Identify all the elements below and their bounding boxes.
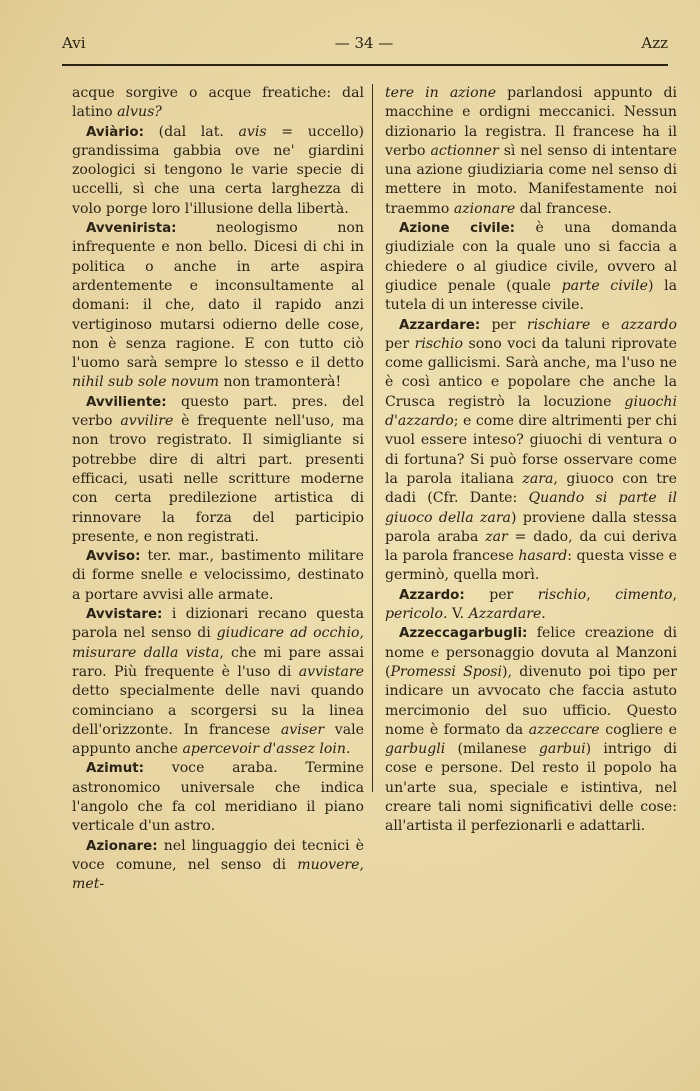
italic-text: cimento (615, 586, 673, 603)
italic-text: garbugli (385, 741, 446, 758)
body-text: acque sorgive o acque freatiche: dal latino (72, 85, 364, 121)
body-text: i dizionari recano questa parola nel senso di (72, 606, 364, 642)
header-left-guideword: Avi (62, 34, 86, 52)
italic-text: tere in azione (385, 85, 497, 101)
body-text: , che mi pare assai raro. Più frequente è l'uso di (72, 644, 364, 680)
italic-text: apercevoir d'assez loin. (182, 741, 351, 758)
dictionary-entry (385, 624, 677, 836)
body-text: felice creazione di nome e personaggio dovuta al Manzoni ( (385, 625, 677, 680)
body-text: detto specialmente delle navi quando cominciano a scorgersi su la linea dell'orizzonte. In francese (72, 683, 364, 738)
left-column (72, 84, 364, 894)
dictionary-entry (72, 123, 364, 219)
italic-text: azionare (453, 200, 516, 217)
italic-text: actionner (430, 142, 499, 159)
italic-text: giudicare ad occhio (216, 625, 360, 642)
body-text: non tramonterà! (218, 374, 342, 391)
italic-text: rischio (414, 335, 464, 352)
body-text: = dado, da cui deriva la parola francese (385, 528, 678, 565)
body-text: (milanese (445, 741, 539, 758)
dictionary-entry (72, 759, 364, 836)
body-text: (dal lat. (144, 123, 239, 140)
dictionary-entry (72, 393, 364, 547)
dictionary-entry (385, 316, 677, 586)
body-text: , (359, 856, 364, 873)
italic-text: azzeccare (528, 721, 600, 738)
header-right-guideword: Azz (641, 34, 668, 52)
dictionary-entry (72, 605, 364, 759)
italic-text: hasard (518, 548, 568, 565)
entry-headword: Aviàrio: (86, 124, 144, 140)
entry-headword: Azzeccagarbugli: (399, 626, 528, 642)
body-text: , giuoco con tre dadi (Cfr. Dante: (385, 470, 677, 507)
italic-text: muovere (297, 856, 360, 873)
italic-text: giuochi d'azzardo (385, 393, 677, 430)
italic-text: zar (485, 528, 508, 545)
body-text: . V. (442, 606, 469, 623)
italic-text: avvilire (120, 413, 174, 430)
body-text: dal francese. (515, 200, 612, 217)
column-divider (372, 84, 373, 792)
header-rule (62, 64, 668, 66)
body-text: , (586, 586, 616, 603)
dictionary-entry (72, 837, 364, 895)
continued-text (385, 84, 677, 219)
body-text: e (590, 316, 622, 333)
body-text: nel linguaggio dei tecnici è voce comune, nel senso di (72, 837, 364, 873)
dictionary-entry (385, 219, 677, 315)
body-text: sì nel senso di intentare una azione giudiziaria come nel senso di mettere in moto. Manifestamente noi traemmo (385, 142, 677, 217)
body-text: , (359, 625, 364, 642)
body-text: è frequente nell'uso, ma non trovo registrato. Il simigliante si potrebbe dire di altri part. presenti efficaci, usati nelle scritture moderne con certa predilezione artistica di rinnovare la forza del participio presente, e non registrati. (72, 413, 364, 545)
body-text: = uccello) grandissima gabbia ove ne' giardini zoologici si tengono le varie specie di uccelli, sì che una certa larghezza di volo porge loro l'illusione della libertà. (72, 123, 364, 217)
body-text: voce araba. Termine astronomico universale che indica l'angolo che fa col meridiano il piano verticale d'un astro. (72, 760, 364, 835)
italic-text: misurare dalla vista (72, 644, 220, 661)
italic-text: rischiare (526, 316, 591, 333)
italic-text: azzardo (621, 316, 677, 333)
italic-text: met- (72, 876, 105, 893)
entry-headword: Azzardare: (399, 317, 481, 333)
entry-headword: Avvistare: (86, 607, 163, 623)
body-text: sono voci da taluni riprovate come gallicismi. Sarà anche, ma l'uso ne è così antico e popolare che anche la Crusca registrò la locuzione (385, 335, 677, 410)
body-text: vale appunto anche (72, 721, 364, 758)
body-text: neologismo non infrequente e non bello. Dicesi di chi in politica o anche in arte aspira ardentemente e inconsultamente al domani: il che, dato il rapido anzi vertiginoso mutarsi odierno delle cose, non è senza ragione. E con tutto ciò l'uomo sarà sempre lo stesso e il detto (72, 220, 364, 372)
dictionary-entry (385, 586, 677, 625)
entry-headword: Azimut: (86, 761, 144, 777)
body-text: è una domanda giudiziale con la quale uno si faccia a chiedere o al giudice civile, ovvero al giudice penale (quale (385, 220, 677, 294)
italic-text: alvus? (117, 104, 162, 121)
italic-text: parte civile (561, 277, 649, 294)
body-text: , (672, 586, 677, 603)
body-text: ), divenuto poi tipo per indicare un avvocato che faccia astuto mercimonio del suo ufficio. Questo nome è formato da (385, 663, 677, 738)
entry-headword: Avviso: (86, 549, 141, 565)
italic-text: zara (522, 470, 554, 487)
body-text: ) proviene dalla stessa parola araba (385, 509, 677, 545)
body-text: ) la tutela di un interesse civile. (385, 277, 677, 314)
entry-headword: Azzardo: (399, 587, 465, 603)
page-number: — 34 — (334, 34, 394, 52)
entry-headword: Azionare: (86, 838, 158, 854)
body-text: ter. mar., bastimento militare di forme snelle e velocissimo, destinato a portare avvisi alle armate. (72, 548, 364, 603)
italic-text: pericolo (385, 606, 443, 623)
dictionary-entry (72, 547, 364, 605)
italic-text: nihil sub sole novum (72, 374, 219, 391)
body-text: : questa visse e germinò, quella morì. (385, 548, 677, 584)
italic-text: avvistare (298, 663, 364, 680)
italic-text: garbui (538, 741, 586, 758)
right-column (385, 84, 677, 837)
running-header (60, 34, 668, 56)
body-text: cogliere e (599, 721, 677, 738)
italic-text: avis (238, 123, 267, 140)
entry-headword: Avviliente: (86, 394, 167, 410)
italic-text: rischio (537, 586, 587, 603)
body-text: ) intrigo di cose e persone. Del resto il popolo ha un'arte sua, speciale e istintiva, nel creare tali nomi significativi delle cose: all'artista il perfezionarli e adattarli. (385, 741, 677, 835)
body-text: per (480, 316, 527, 333)
entry-headword: Avvenirista: (86, 221, 177, 237)
italic-text: Promessi Sposi (390, 663, 503, 680)
italic-text: Quando si parte il giuoco della zara (385, 490, 678, 526)
entry-headword: Azione civile: (399, 221, 516, 237)
body-text: questo part. pres. del verbo (72, 393, 364, 430)
italic-text: Azzardare. (468, 606, 546, 623)
body-text: per (464, 586, 538, 603)
italic-text: aviser (280, 721, 325, 738)
body-text: per (385, 335, 415, 352)
continued-text (72, 84, 364, 123)
body-text: ; e come dire altrimenti per chi vuol essere inteso? giuochi di ventura o di fortuna? Si può forse osservare come la parola italiana (385, 413, 677, 487)
dictionary-entry (72, 219, 364, 393)
body-text: parlandosi appunto di macchine e ordigni meccanici. Nessun dizionario la registra. Il francese ha il verbo (385, 85, 677, 159)
